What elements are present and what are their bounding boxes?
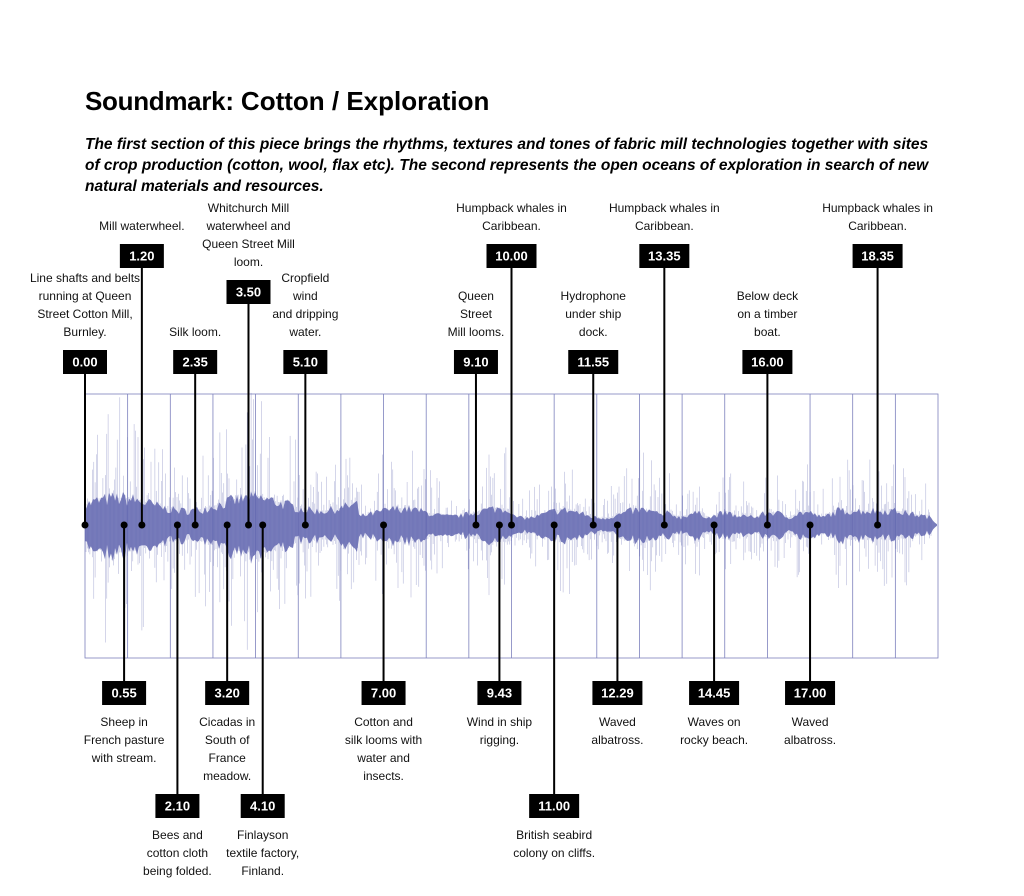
marker-dot: [224, 522, 231, 529]
caption-line: Caribbean.: [848, 219, 907, 233]
page-title-rest: Cotton / Exploration: [240, 86, 490, 116]
caption-line: Wind in ship: [466, 715, 533, 729]
caption-line: Bees and: [152, 828, 203, 842]
caption-line: on a timber: [737, 307, 798, 321]
time-label: 7.00: [370, 685, 397, 701]
caption-line: Waved: [598, 715, 636, 729]
marker-5-10: [272, 271, 338, 529]
time-label: 0.55: [111, 685, 137, 701]
caption-line: Finlayson: [237, 828, 289, 842]
time-label: 1.20: [129, 248, 155, 264]
caption-line: wind: [293, 289, 318, 303]
time-label: 13.35: [648, 248, 681, 264]
marker-dot: [508, 522, 515, 529]
marker-7-00: [345, 522, 422, 784]
marker-dot: [590, 522, 597, 529]
caption-line: loom.: [233, 255, 264, 269]
caption-line: Mill looms.: [447, 325, 505, 339]
time-label: 10.00: [495, 248, 528, 264]
marker-17-00: [784, 522, 836, 748]
marker-dot: [764, 522, 771, 529]
caption-line: Cotton and: [354, 715, 413, 729]
time-label: 11.55: [577, 354, 610, 370]
caption-line: waterwheel and: [206, 219, 291, 233]
marker-3-20: [199, 522, 255, 784]
time-label: 5.10: [292, 354, 319, 370]
caption-line: Below deck: [736, 289, 799, 303]
time-label: 0.00: [72, 354, 98, 370]
marker-16-00: [737, 289, 799, 529]
caption-line: Line shafts and belts: [29, 271, 141, 285]
caption-line: Street Cotton Mill,: [37, 307, 133, 321]
time-label: 17.00: [793, 685, 827, 701]
marker-11-00: [513, 522, 595, 861]
caption-line: being folded.: [143, 864, 212, 878]
caption-line: Caribbean.: [482, 219, 541, 233]
page-subtitle: The first section of this piece brings the rhythms, textures and tones of fabric mill technologies together with sites of crop production (cotton, wool, flax etc). The second represents the open oceans of exploration in search of new natural materials and resources.: [85, 136, 929, 195]
caption-line: Humpback whales in: [608, 201, 720, 215]
marker-12-29: [591, 522, 643, 748]
marker-dot: [302, 522, 309, 529]
caption-line: Finland.: [241, 864, 285, 878]
caption-line: water and: [357, 751, 410, 765]
caption-line: with stream.: [91, 751, 157, 765]
caption-line: textile factory,: [226, 846, 300, 860]
marker-2-10: [143, 522, 212, 879]
caption-line: Queen: [457, 289, 494, 303]
caption-line: Silk loom.: [169, 325, 222, 339]
marker-dot: [551, 522, 558, 529]
caption-line: under ship: [565, 307, 622, 321]
time-label: 18.35: [861, 248, 894, 264]
marker-dot: [245, 522, 252, 529]
caption-line: dock.: [578, 325, 608, 339]
caption-line: albatross.: [591, 733, 644, 747]
page-title-bold: Soundmark:: [85, 86, 234, 116]
marker-13-35: [609, 201, 720, 529]
caption-line: Burnley.: [63, 325, 107, 339]
time-label: 11.00: [538, 798, 571, 814]
marker-dot: [259, 522, 266, 529]
caption-line: Waved: [791, 715, 829, 729]
time-label: 2.35: [182, 354, 208, 370]
caption-line: water.: [289, 325, 322, 339]
caption-line: Hydrophone: [560, 289, 626, 303]
caption-line: meadow.: [203, 769, 252, 783]
caption-line: Street: [459, 307, 492, 321]
caption-line: French pasture: [83, 733, 165, 747]
caption-line: running at Queen: [38, 289, 132, 303]
marker-9-10: [448, 289, 505, 529]
caption-line: albatross.: [784, 733, 837, 747]
caption-line: Waves on: [687, 715, 741, 729]
caption-line: South of: [204, 733, 250, 747]
caption-line: Humpback whales in: [822, 201, 933, 215]
caption-line: cotton cloth: [146, 846, 209, 860]
marker-dot: [874, 522, 881, 529]
time-label: 4.10: [250, 798, 276, 814]
marker-18-35: [822, 201, 933, 529]
caption-line: Cicadas in: [199, 715, 256, 729]
caption-line: France: [208, 751, 246, 765]
marker-0-55: [84, 522, 165, 766]
marker-dot: [807, 522, 814, 529]
marker-dot: [380, 522, 387, 529]
time-label: 3.20: [214, 685, 240, 701]
marker-9-43: [467, 522, 533, 748]
marker-14-45: [680, 522, 748, 748]
time-label: 2.10: [164, 798, 191, 814]
marker-dot: [138, 522, 145, 529]
caption-line: rocky beach.: [680, 733, 749, 747]
caption-line: boat.: [754, 325, 781, 339]
caption-line: colony on cliffs.: [513, 846, 596, 860]
time-label: 12.29: [601, 685, 634, 701]
time-label: 9.43: [486, 685, 513, 701]
marker-11-55: [561, 289, 627, 529]
time-label: 3.50: [235, 284, 262, 300]
time-label: 16.00: [751, 354, 784, 370]
caption-line: insects.: [363, 769, 404, 783]
caption-line: Cropfield: [281, 271, 330, 285]
marker-dot: [711, 522, 718, 529]
caption-line: Caribbean.: [634, 219, 694, 233]
time-label: 14.45: [697, 685, 731, 701]
marker-1-20: [99, 219, 184, 529]
caption-line: British seabird: [516, 828, 593, 842]
marker-dot: [496, 522, 503, 529]
marker-dot: [472, 522, 479, 529]
marker-dot: [614, 522, 621, 529]
marker-dot: [121, 522, 128, 529]
caption-line: Queen Street Mill: [202, 237, 295, 251]
caption-line: Humpback whales in: [456, 201, 567, 215]
marker-dot: [174, 522, 181, 529]
caption-line: and dripping: [272, 307, 339, 321]
time-label: 9.10: [463, 354, 489, 370]
caption-line: Mill waterwheel.: [99, 219, 185, 233]
caption-line: silk looms with: [344, 733, 423, 747]
marker-dot: [192, 522, 199, 529]
caption-line: Sheep in: [100, 715, 148, 729]
marker-dot: [661, 522, 668, 529]
caption-line: Whitchurch Mill: [207, 201, 290, 215]
caption-line: rigging.: [479, 733, 520, 747]
marker-dot: [82, 522, 89, 529]
